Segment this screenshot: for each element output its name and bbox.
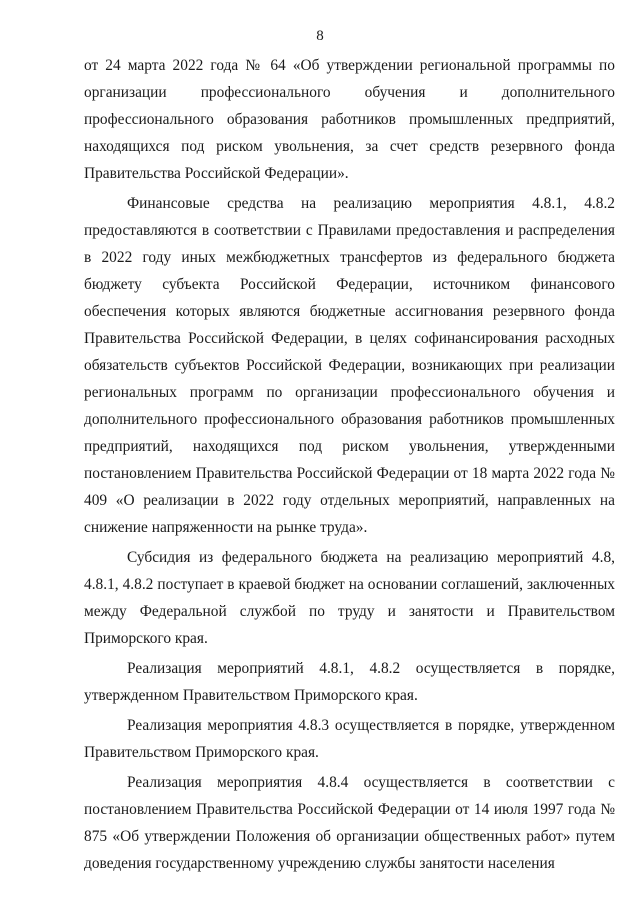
page-number: 8: [316, 28, 324, 44]
paragraph-implementation-4-8-1: Реализация мероприятий 4.8.1, 4.8.2 осуществляется в порядке, утвержденном Правительством Приморского края.: [84, 660, 615, 704]
paragraph-implementation-4-8-3: Реализация мероприятия 4.8.3 осуществляется в порядке, утвержденном Правительством Приморского края.: [84, 717, 615, 761]
paragraph-financing: Финансовые средства на реализацию мероприятия 4.8.1, 4.8.2 предоставляются в соответствии с Правилами предоставления и распределения в 2022 году иных межбюджетных трансфертов из федерального бюджета бюджету субъекта Российской Федерации, источником финансового обеспечения которых являются бюджетные ассигнования резервного фонда Правительства Российской Федерации, в целях софинансирования расходных обязательств субъектов Российской Федерации, возникающих при реализации региональных программ по организации профессионального обучения и дополнительного профессионального образования работников промышленных предприятий, находящихся под риском увольнения, утвержденными постановлением Правительства Российской Федерации от 18 марта 2022 года № 409 «О реализации в 2022 году отдельных мероприятий, направленных на снижение напряженности на рынке труда».: [84, 195, 615, 536]
paragraph-subsidy: Субсидия из федерального бюджета на реализацию мероприятий 4.8, 4.8.1, 4.8.2 поступает в краевой бюджет на основании соглашений, заключенных между Федеральной службой по труду и занятости и Правительством Приморского края.: [84, 549, 615, 647]
document-body: [84, 52, 615, 877]
paragraph-continuation: от 24 марта 2022 года № 64 «Об утверждении региональной программы по организации профессионального обучения и дополнительного профессионального образования работников промышленных предприятий, находящихся под риском увольнения, за счет средств резервного фонда Правительства Российской Федерации».: [84, 57, 615, 182]
paragraph-implementation-4-8-4: Реализация мероприятия 4.8.4 осуществляется в соответствии с постановлением Правительства Российской Федерации от 14 июля 1997 года № 875 «Об утверждении Положения об организации общественных работ» путем доведения государственному учреждению службы занятости населения: [84, 774, 615, 872]
